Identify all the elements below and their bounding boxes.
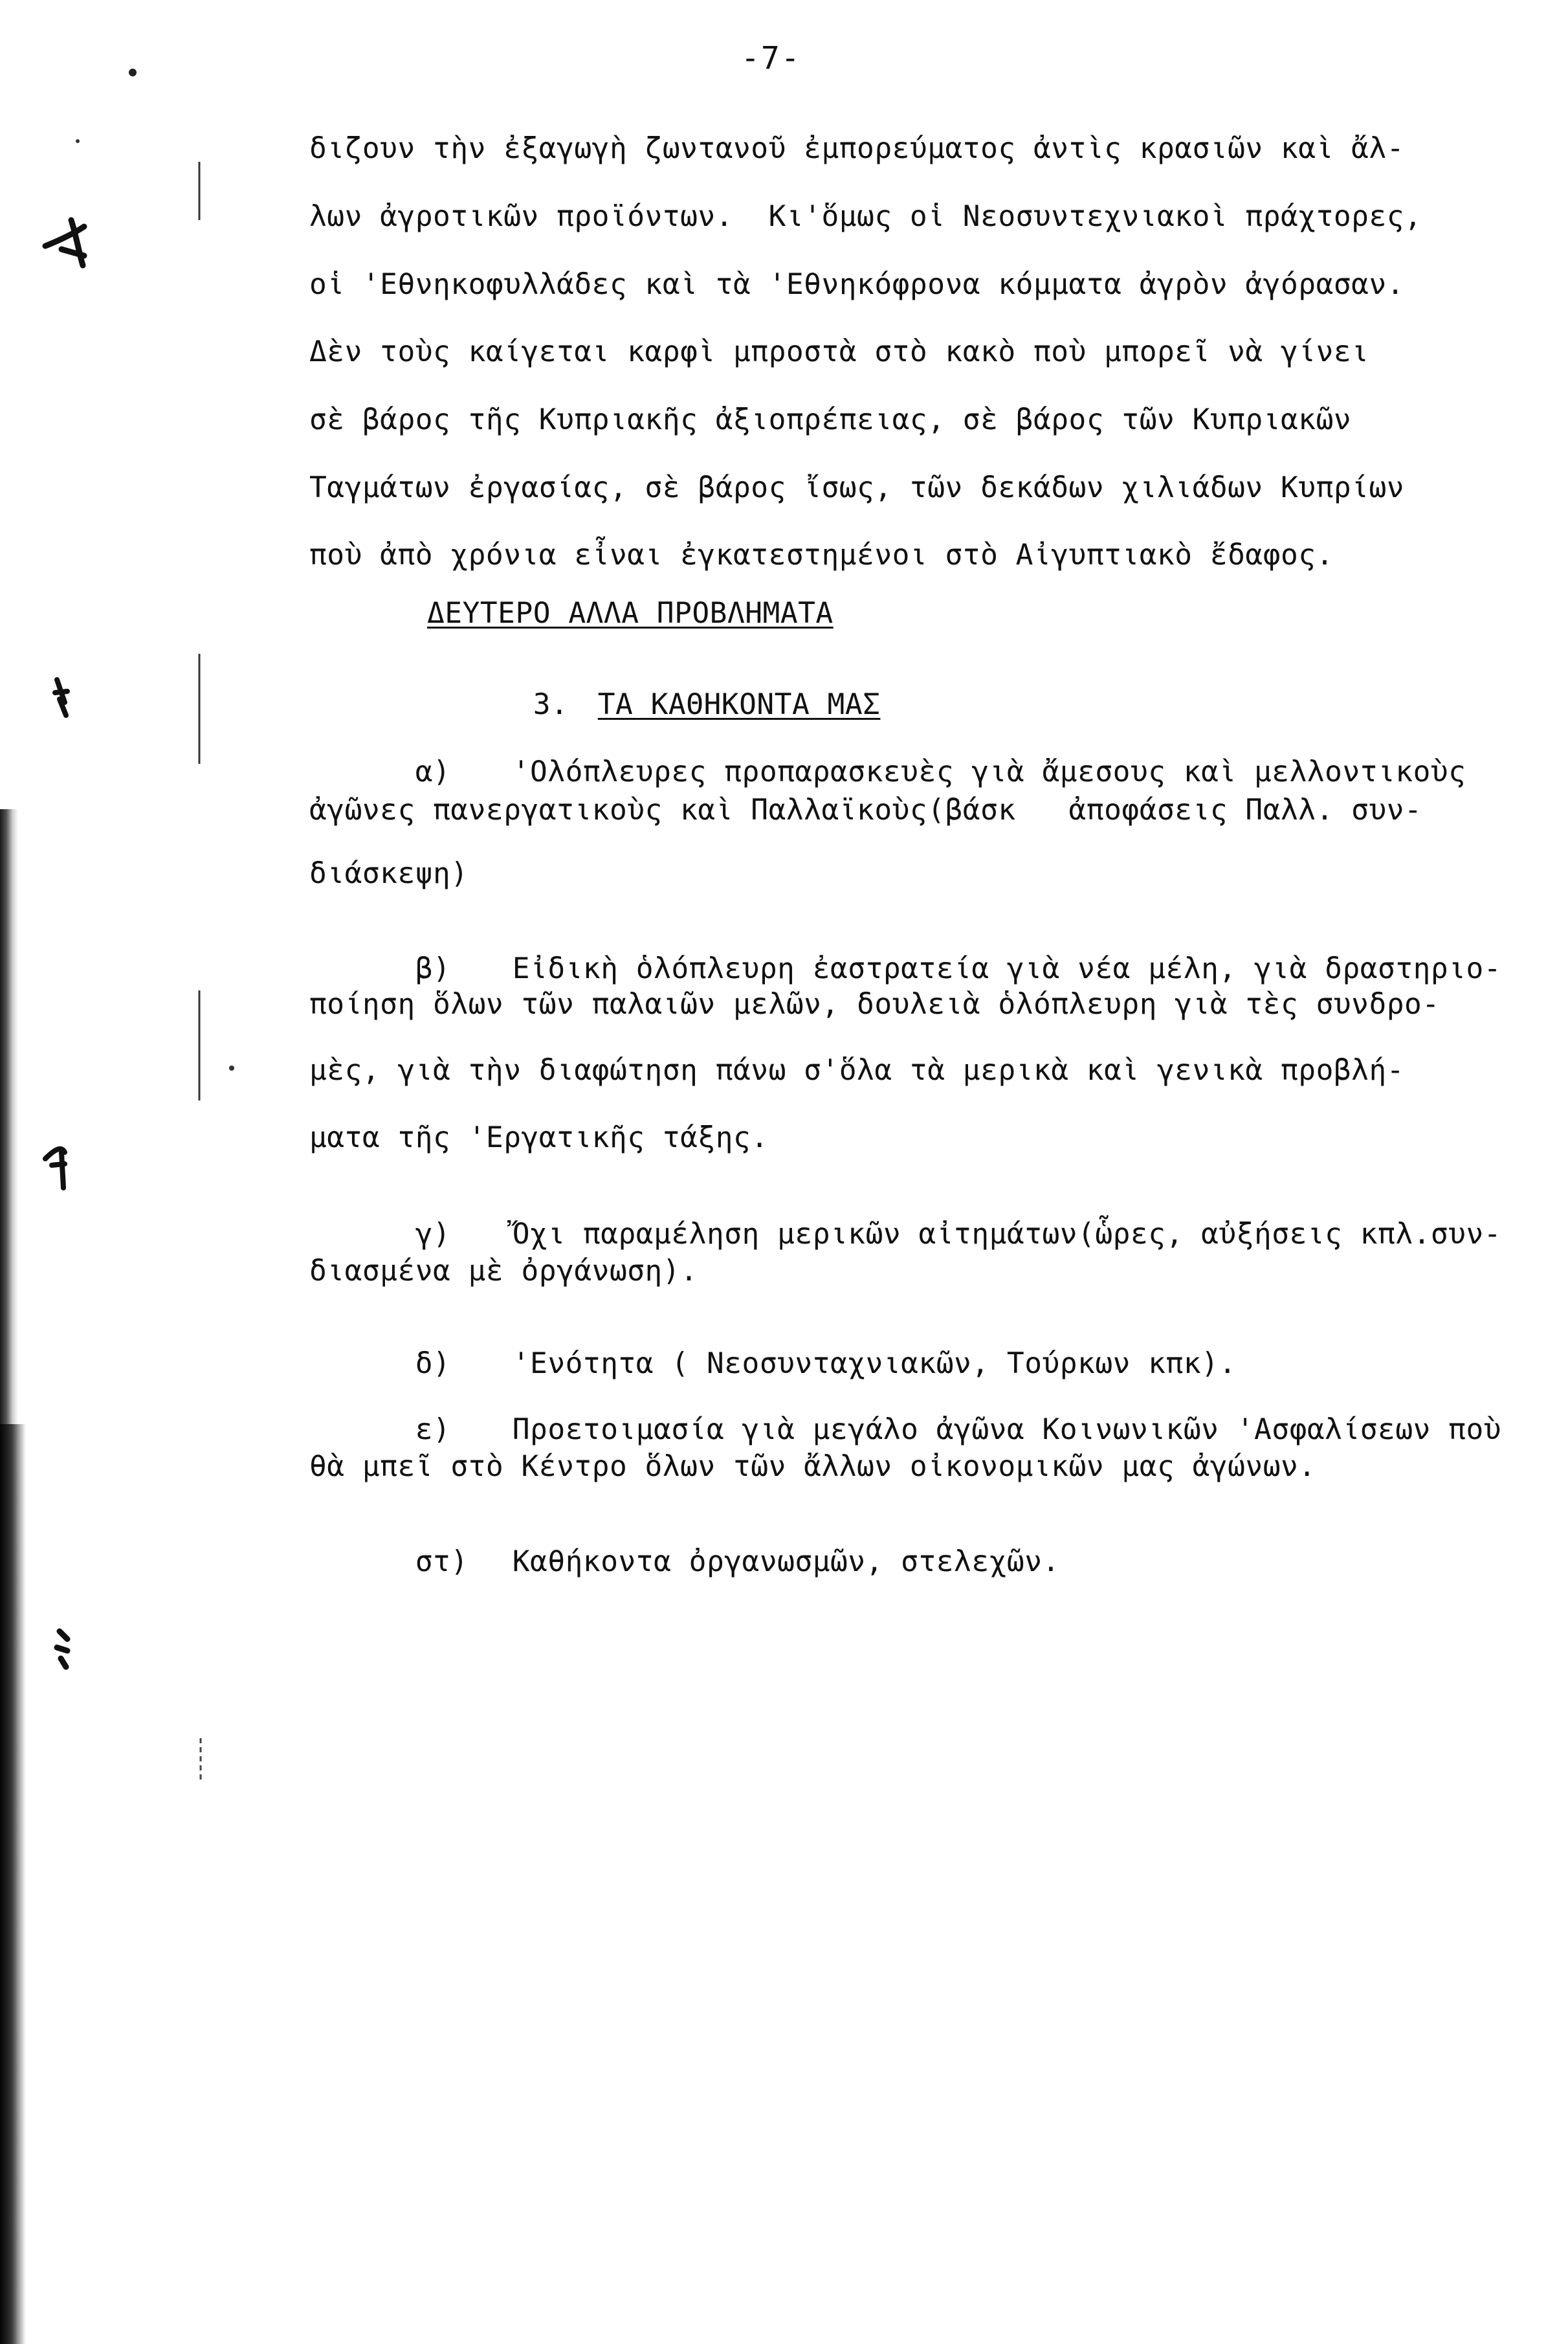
list-marker: ε) (415, 1412, 451, 1446)
list-marker: β) (415, 952, 451, 985)
subsection-number: 3. (533, 687, 569, 721)
paragraph-line: Δὲν τοὺς καίγεται καρφὶ μπροστὰ στὸ κακὸ ποὺ μπορεῖ νὰ γίνει (309, 335, 1369, 368)
list-item-line: διάσκεψη) (309, 857, 469, 890)
list-item-line: μὲς, γιὰ τὴν διαφώτηση πάνω σ'ὅλα τὰ μερικὰ καὶ γενικὰ προβλή- (309, 1054, 1405, 1087)
paragraph-line: λων ἀγροτικῶν προϊόντων. Κι'ὅμως οἱ Νεοσυντεχνιακοὶ πράχτορες, (309, 200, 1422, 233)
paragraph-line: ποὺ ἀπὸ χρόνια εἶναι ἐγκατεστημένοι στὸ Αἰγυπτιακὸ ἔδαφος. (309, 539, 1334, 572)
scan-margin-artifacts (0, 0, 272, 2344)
list-marker: γ) (415, 1217, 451, 1251)
list-marker: στ) (415, 1545, 469, 1578)
scan-marks (0, 0, 272, 2344)
list-item-line: θὰ μπεῖ στὸ Κέντρο ὅλων τῶν ἄλλων οἰκονομικῶν μας ἀγώνων. (309, 1450, 1316, 1483)
list-item-line: ποίηση ὅλων τῶν παλαιῶν μελῶν, δουλειὰ ὁλόπλευρη γιὰ τὲς συνδρο- (309, 988, 1440, 1021)
section-heading: ΔΕΥΤΕΡΟ ΑΛΛΑ ΠΡΟΒΛΗΜΑΤΑ (427, 597, 834, 630)
list-item-line: 'Ενότητα ( Νεοσυνταχνιακῶν, Τούρκων κπκ). (512, 1346, 1237, 1380)
subsection-title: ΤΑ ΚΑΘΗΚΟΝΤΑ ΜΑΣ (597, 687, 881, 721)
list-marker: δ) (415, 1346, 451, 1380)
paragraph-line: Ταγμάτων ἐργασίας, σὲ βάρος ἴσως, τῶν δεκάδων χιλιάδων Κυπρίων (309, 471, 1405, 504)
page-number: -7- (741, 40, 801, 76)
list-marker: α) (415, 755, 451, 788)
paragraph-line: σὲ βάρος τῆς Κυπριακῆς ἀξιοπρέπειας, σὲ βάρος τῶν Κυπριακῶν (309, 403, 1352, 436)
list-item-line: ἀγῶνες πανεργατικοὺς καὶ Παλλαϊκοὺς(βάσκ ἀποφάσεις Παλλ. συν- (309, 794, 1422, 827)
paragraph-line: οἱ 'Εθνηκοφυλλάδες καὶ τὰ 'Εθνηκόφρονα κόμματα ἀγρὸν ἀγόρασαν. (309, 268, 1405, 301)
list-item-line: διασμένα μὲ ὀργάνωση). (309, 1255, 698, 1288)
list-item-line: Προετοιμασία γιὰ μεγάλο ἀγῶνα Κοινωνικῶν 'Ασφαλίσεων ποὺ (512, 1412, 1502, 1446)
list-item-line: Εἰδικὴ ὁλόπλευρη ἐαστρατεία γιὰ νέα μέλη, γιὰ δραστηριο- (512, 952, 1502, 985)
list-item-line: ματα τῆς 'Εργατικῆς τάξης. (309, 1121, 769, 1154)
list-item (309, 1519, 1060, 1605)
paragraph-line: διζουν τὴν ἐξαγωγὴ ζωντανοῦ ἐμπορεύματος ἀντὶς κρασιῶν καὶ ἄλ- (309, 132, 1405, 165)
list-item-line: 'Ολόπλευρες προπαρασκευὲς γιὰ ἄμεσους καὶ μελλοντικοὺς (512, 755, 1466, 788)
list-item-line: Ὄχι παραμέληση μερικῶν αἰτημάτων(ὧρες, αὐξήσεις κπλ.συν- (512, 1217, 1502, 1251)
list-item-line: Καθήκοντα ὀργανωσμῶν, στελεχῶν. (512, 1545, 1060, 1578)
